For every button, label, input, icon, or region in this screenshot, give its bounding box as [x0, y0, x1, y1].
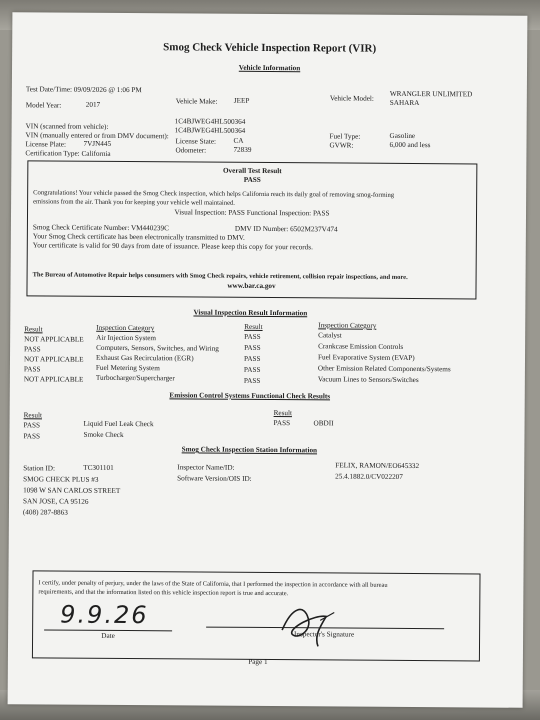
- bar-website: www.bar.ca.gov: [227, 281, 276, 291]
- visual-left-category: Air Injection System: [96, 333, 157, 343]
- visual-result-header-left: Result: [24, 325, 43, 334]
- gvwr-value: 6,000 and less: [389, 140, 431, 150]
- station-id-label: Station ID:: [23, 464, 56, 473]
- handwritten-date: 9.9.26: [60, 600, 149, 630]
- visual-right-result: PASS: [243, 365, 261, 374]
- station-phone: (408) 287-8863: [22, 508, 68, 517]
- model-year-value: 2017: [85, 100, 101, 109]
- software-value: 25.4.1882.0/CV022207: [335, 472, 403, 481]
- model-value-line2: SAHARA: [389, 98, 420, 108]
- visual-left-category: Fuel Metering System: [95, 363, 160, 373]
- certification-type: Certification Type: California: [25, 149, 111, 158]
- visual-right-category: Fuel Evaporative System (EVAP): [317, 353, 415, 363]
- validity-note: Your certificate is valid for 90 days from date of issuance. Please keep this copy for your records.: [32, 241, 313, 252]
- inspector-value: FELIX, RAMON/EO645332: [335, 461, 420, 471]
- vin-manual-value: 1C4BJWEG4HL500364: [174, 126, 246, 135]
- certify-line2: requirements, and that the information listed on this vehicle inspection report is true and accurate.: [38, 588, 289, 598]
- visual-left-result: NOT APPLICABLE: [24, 335, 84, 344]
- visual-right-category: Catalyst: [318, 331, 342, 340]
- functional-right-category: OBDII: [313, 419, 334, 428]
- functional-right-result: PASS: [273, 419, 291, 428]
- test-datetime: Test Date/Time: 09/09/2026 @ 1:06 PM: [25, 85, 142, 95]
- functional-result-header-right: Result: [273, 409, 293, 418]
- congrats-line1: Congratulations! Your vehicle passed the Smog Check inspection, which helps California reach its daily goal of removing smog-forming: [33, 189, 395, 199]
- dmv-id-number: DMV ID Number: 6502M237V474: [234, 224, 338, 234]
- functional-left-result: PASS: [23, 432, 41, 441]
- visual-right-category: Vacuum Lines to Sensors/Switches: [317, 375, 419, 385]
- fuel-type-label: Fuel Type:: [329, 132, 361, 141]
- vehicle-info-heading: Vehicle Information: [238, 63, 301, 73]
- vin-manual-label: VIN (manually entered or from DMV document):: [25, 131, 169, 141]
- overall-result-value: PASS: [243, 175, 261, 184]
- visual-right-category: Other Emission Related Components/Systems: [317, 364, 451, 374]
- model-value-line1: WRANGLER UNLIMITED: [389, 89, 473, 99]
- visual-right-result: PASS: [243, 376, 261, 385]
- visual-category-header-right: Inspection Category: [318, 321, 377, 330]
- vir-document: [8, 12, 528, 708]
- visual-left-result: NOT APPLICABLE: [23, 355, 84, 364]
- signature-label: Inspector's Signature: [293, 630, 355, 639]
- visual-functional-summary: Visual Inspection: PASS Functional Inspection: PASS: [174, 208, 330, 218]
- model-year-label: Model Year:: [25, 101, 62, 110]
- report-title: Smog Check Vehicle Inspection Report (VIR): [163, 41, 377, 55]
- transmitted-note: Your Smog Check certificate has been electronically transmitted to DMV.: [32, 232, 245, 242]
- software-label: Software Version/OIS ID:: [177, 474, 252, 483]
- station-address-line2: SAN JOSE, CA 95126: [22, 497, 89, 506]
- overall-result-heading: Overall Test Result: [222, 166, 282, 176]
- certificate-number: Smog Check Certificate Number: VM440239C: [32, 223, 169, 233]
- make-label: Vehicle Make:: [175, 97, 218, 106]
- visual-left-category: Turbocharger/Supercharger: [95, 373, 175, 383]
- visual-right-result: PASS: [244, 332, 261, 341]
- license-state-value: CA: [233, 136, 244, 145]
- functional-left-category: Smoke Check: [83, 430, 124, 439]
- odometer-value: 72839: [233, 145, 252, 154]
- date-label: Date: [101, 631, 115, 640]
- visual-result-header-right: Result: [244, 322, 263, 331]
- station-info-heading: Smog Check Inspection Station Information: [181, 445, 318, 455]
- model-label: Vehicle Model:: [329, 94, 374, 103]
- station-name: SMOG CHECK PLUS #3: [23, 475, 99, 484]
- visual-right-result: PASS: [243, 354, 261, 363]
- visual-left-result: NOT APPLICABLE: [23, 375, 84, 384]
- visual-left-category: Computers, Sensors, Switches, and Wiring: [96, 343, 219, 353]
- gvwr-label: GVWR:: [329, 141, 354, 150]
- odometer-label: Odometer:: [175, 146, 207, 155]
- vin-scanned-label: VIN (scanned from vehicle):: [25, 122, 109, 131]
- inspector-signature: [274, 600, 344, 650]
- functional-result-header-left: Result: [23, 411, 43, 420]
- certify-line1: I certify, under penalty of perjury, under the laws of the State of California, that I performed the inspection in accordance with all bureau: [38, 579, 388, 589]
- inspector-label: Inspector Name/ID:: [177, 463, 235, 472]
- functional-check-heading: Emission Control Systems Functional Check Results: [169, 391, 331, 401]
- functional-left-result: PASS: [23, 421, 41, 430]
- visual-left-result: PASS: [24, 345, 41, 354]
- visual-inspection-heading: Visual Inspection Result Information: [193, 308, 308, 318]
- station-id-value: TC301101: [83, 463, 114, 472]
- visual-left-result: PASS: [23, 365, 41, 374]
- license-plate-value: 7VJN445: [83, 139, 112, 148]
- functional-left-category: Liquid Fuel Leak Check: [83, 419, 154, 429]
- vin-scanned-value: 1C4BJWEG4HL500364: [174, 117, 246, 126]
- visual-left-category: Exhaust Gas Recirculation (EGR): [95, 353, 194, 363]
- station-address-line1: 1098 W SAN CARLOS STREET: [23, 486, 121, 495]
- page-number: Page 1: [248, 657, 268, 667]
- visual-right-category: Crankcase Emission Controls: [318, 342, 404, 351]
- license-plate-label: License Plate:: [25, 140, 67, 149]
- make-value: JEEP: [233, 96, 250, 105]
- visual-category-header-left: Inspection Category: [96, 323, 155, 333]
- congrats-line2: emissions from the air. Thank you for keeping your vehicle well maintained.: [33, 198, 235, 207]
- license-state-label: License State:: [175, 137, 217, 146]
- visual-right-result: PASS: [244, 343, 261, 352]
- fuel-type-value: Gasoline: [389, 131, 416, 141]
- bar-info-line1: The Bureau of Automotive Repair helps consumers with Smog Check repairs, vehicle retirement, collision repair inspections, and more.: [32, 271, 408, 281]
